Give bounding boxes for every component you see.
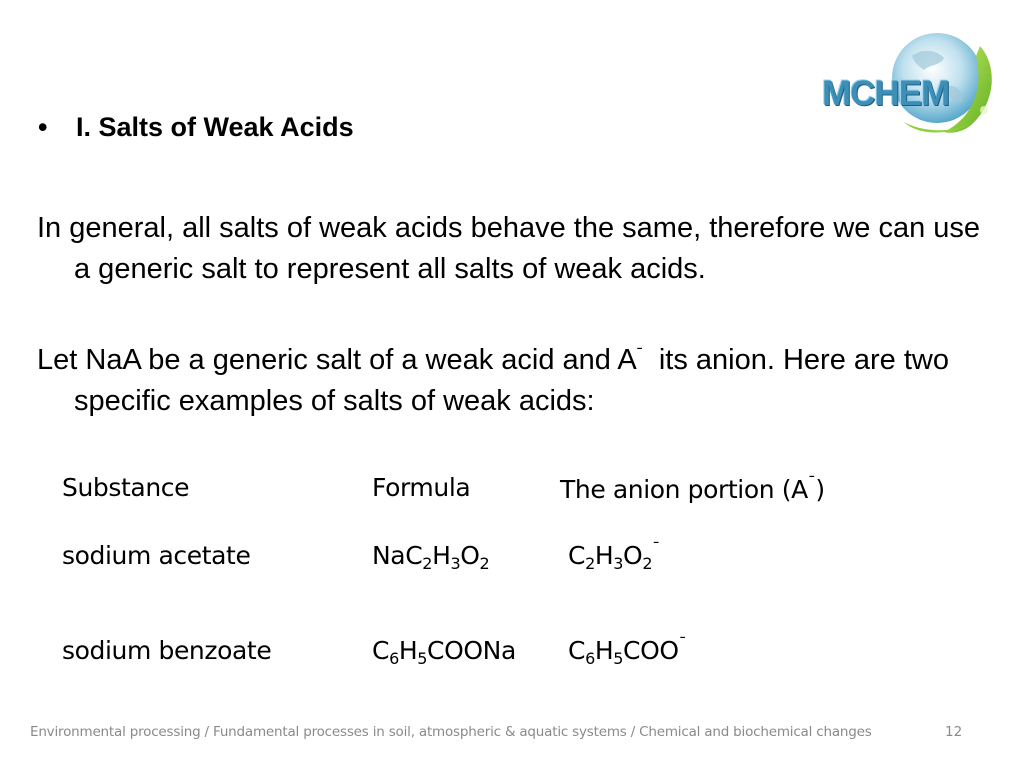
page-number: 12: [945, 724, 963, 740]
formula-part: H: [594, 541, 614, 570]
formula-part: NaC: [372, 541, 423, 570]
formula-part: C: [568, 636, 586, 665]
subscript: 3: [450, 554, 461, 573]
formula-part: H: [398, 636, 418, 665]
header-anion-charge: ˉ: [807, 473, 816, 492]
row-1-substance: sodium acetate: [62, 541, 251, 570]
header-substance: Substance: [62, 473, 190, 502]
logo-text: MCHEM: [822, 74, 950, 113]
header-anion-close: ): [815, 475, 825, 504]
subscript: 2: [585, 554, 595, 573]
paragraph-general: In general, all salts of weak acids behave the same, therefore we can use a generic salt to represent all salts of weak acids.: [37, 212, 981, 285]
formula-part: COO: [623, 636, 679, 665]
formula-part: COONa: [427, 636, 516, 665]
subscript: 2: [479, 554, 490, 573]
header-anion-text: The anion portion (A: [560, 475, 808, 504]
footer-text: Environmental processing / Fundamental processes in soil, atmospheric & aquatic systems / Chemical and biochemical changes: [30, 724, 872, 740]
heading-text: I. Salts of Weak Acids: [76, 112, 354, 142]
formula-part: O: [460, 541, 480, 570]
formula-part: C: [568, 541, 586, 570]
row-2-substance: sodium benzoate: [62, 636, 272, 665]
row-1-anion: [568, 539, 660, 573]
subscript: 2: [422, 554, 433, 573]
header-formula: Formula: [372, 473, 471, 502]
charge-superscript: ˉ: [678, 634, 687, 653]
row-1-formula: [372, 541, 490, 573]
mchem-logo: [812, 26, 1002, 136]
formula-part: H: [432, 541, 451, 570]
subscript: 5: [417, 649, 428, 668]
subscript: 6: [585, 649, 595, 668]
subscript: 3: [613, 554, 624, 573]
subscript: 5: [613, 649, 624, 668]
subscript: 6: [389, 649, 399, 668]
paragraph-text-start: Let NaA be a generic salt of a weak acid and A: [37, 344, 637, 376]
row-2-anion: [568, 634, 687, 668]
bullet-point: •: [38, 112, 48, 142]
formula-part: O: [623, 541, 643, 570]
charge-superscript: ˉ: [652, 539, 660, 558]
row-2-formula: [372, 636, 516, 668]
subscript: 2: [642, 554, 653, 573]
formula-part: C: [372, 636, 390, 665]
formula-part: H: [594, 636, 614, 665]
header-anion-portion: [560, 475, 825, 504]
paragraph-generic-salt: [37, 340, 987, 422]
paragraph-text-end: its anion. Here are two specific examples of salts of weak acids:: [74, 344, 958, 417]
anion-charge: ˉ: [636, 344, 643, 364]
